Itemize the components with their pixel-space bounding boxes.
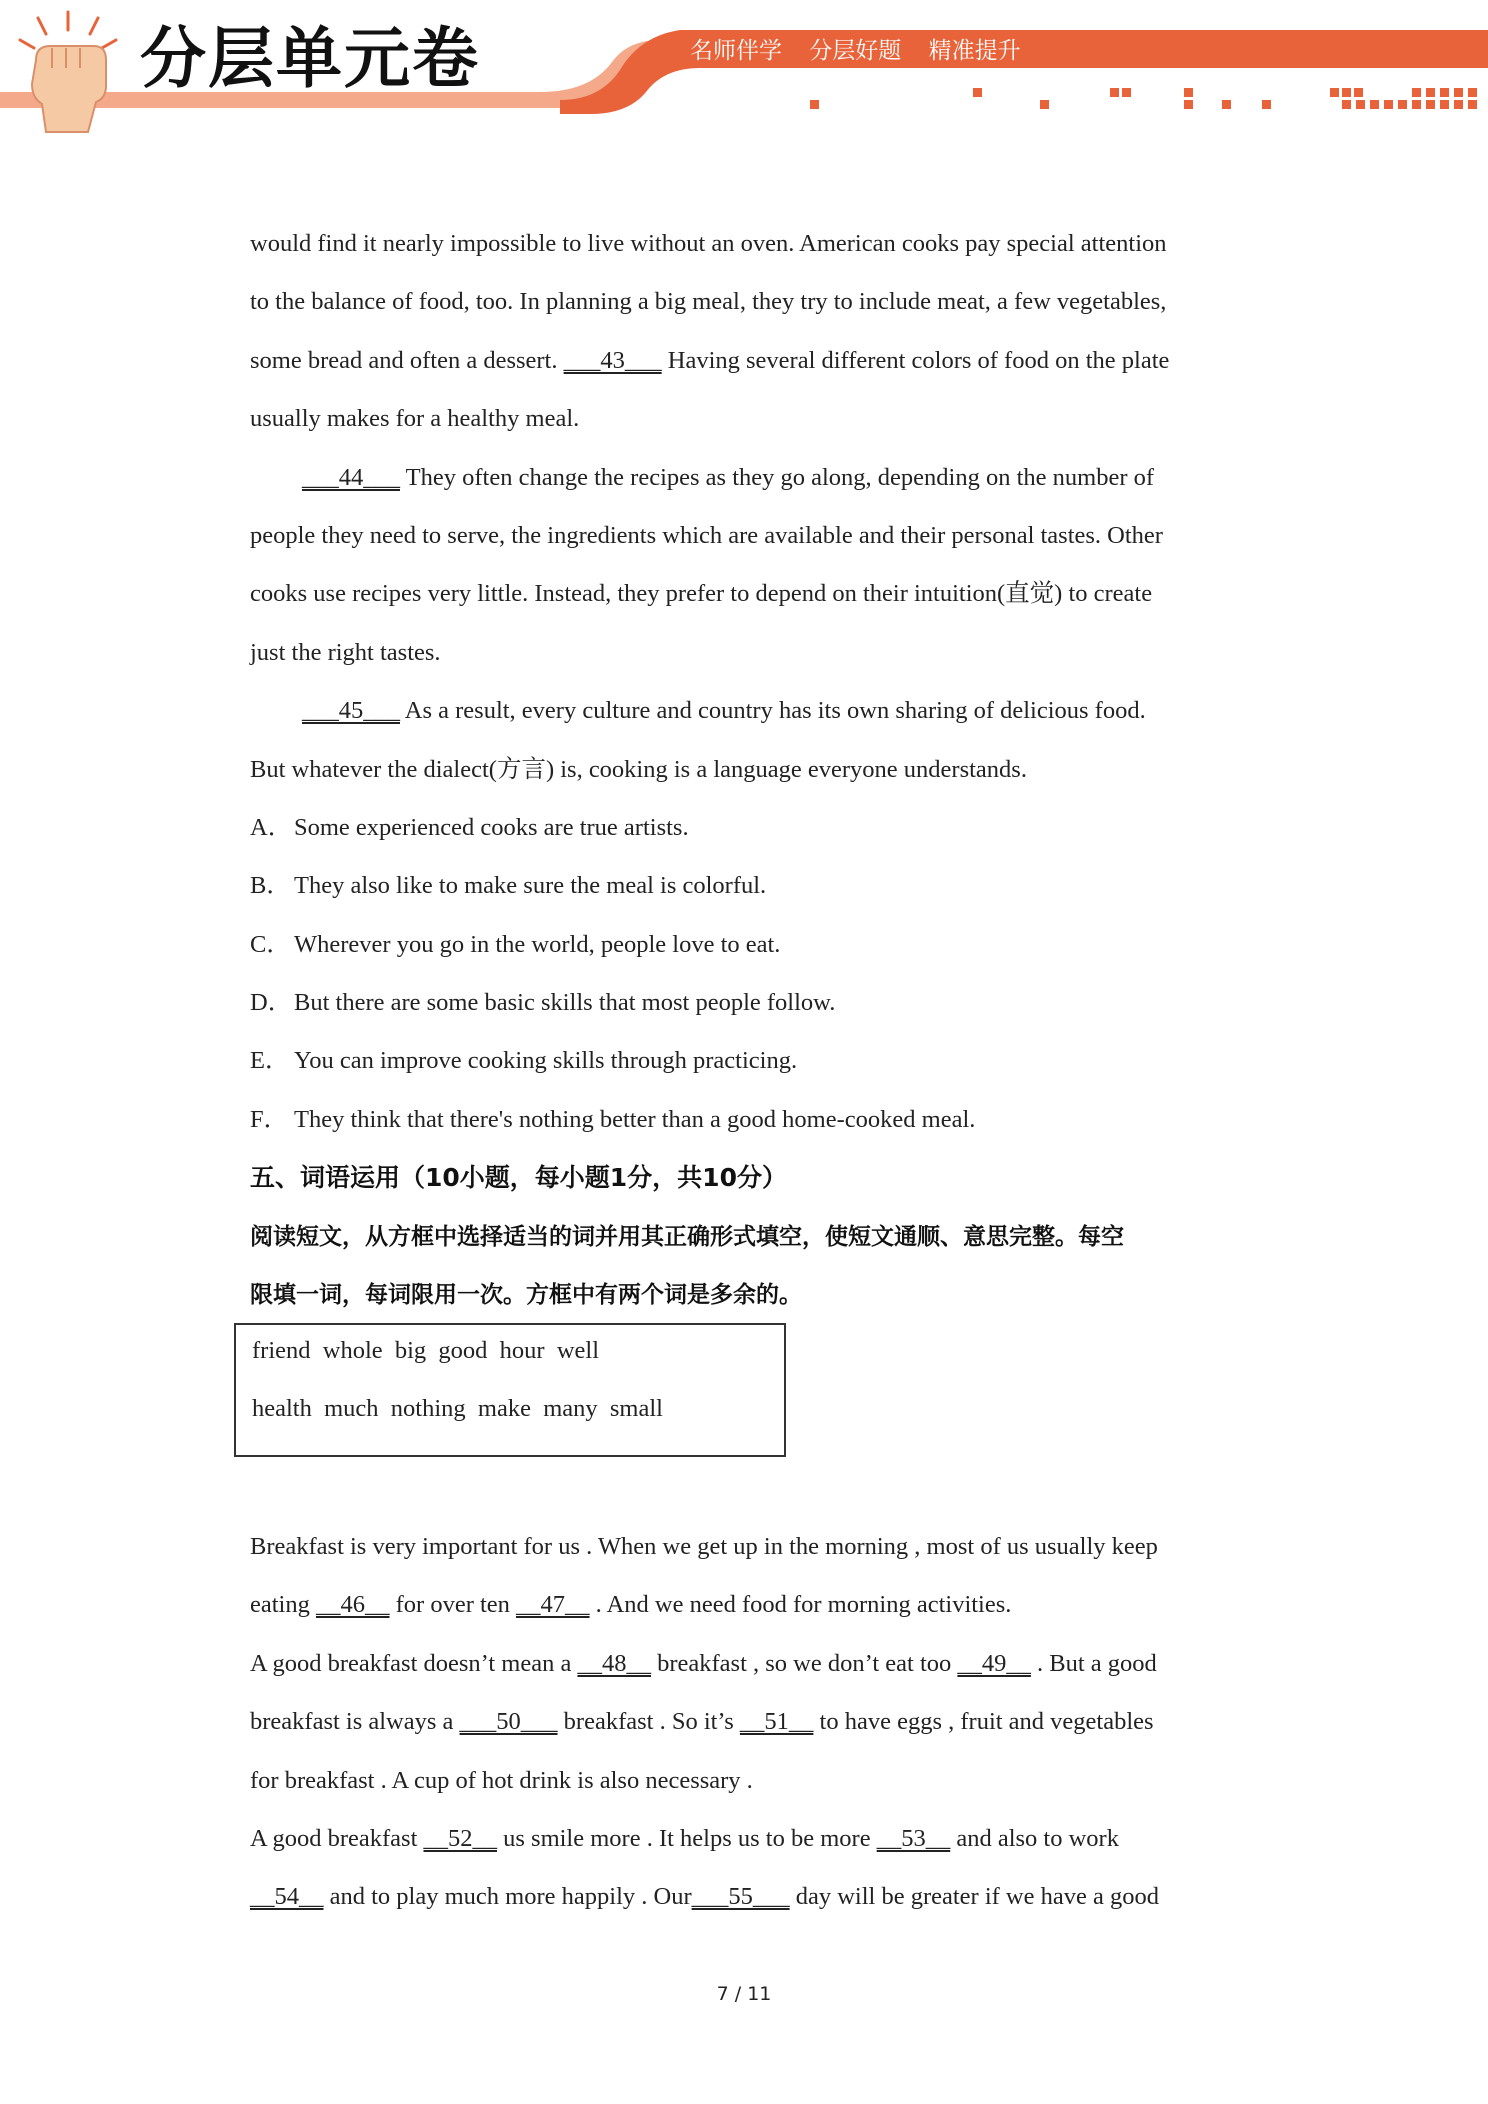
option-text: Some experienced cooks are true artists. [294, 813, 689, 841]
brand-title: 分层单元卷 [140, 20, 480, 97]
option-item [250, 1091, 1250, 1149]
passage-line [250, 1635, 1250, 1693]
passage-line [250, 1693, 1250, 1751]
passage-text: . But a good [1030, 1649, 1157, 1677]
option-text: But there are some basic skills that most people follow. [294, 989, 836, 1017]
passage-text: breakfast is always a [250, 1708, 460, 1736]
passage-text: breakfast , so we don’t eat too [650, 1649, 958, 1677]
option-text: They think that there's nothing better than a good home-cooked meal. [294, 1105, 976, 1133]
passage-line [250, 565, 1250, 623]
answer-blank: __47__ [516, 1591, 590, 1619]
passage-text: day will be greater if we have a good [789, 1883, 1159, 1911]
answer-blank: __49__ [957, 1649, 1031, 1677]
instruction-line: 限填一词，每词限用一次。方框中有两个词是多余的。 [250, 1282, 802, 1309]
answer-blank: __51__ [739, 1708, 814, 1736]
option-letter: D． [250, 989, 293, 1017]
passage-text: to the balance of food, too. In planning a big meal, they try to include meat, a few vegetables, [250, 288, 1167, 316]
answer-blank: __53__ [876, 1824, 951, 1852]
option-letter: A． [250, 813, 293, 841]
option-text: Wherever you go in the world, people love to eat. [294, 930, 781, 958]
passage-text: breakfast . So it’s [557, 1708, 740, 1736]
passage-line [250, 682, 1250, 740]
page-number: 7 / 11 [716, 1983, 772, 2005]
passage-text: usually makes for a healthy meal. [250, 405, 580, 433]
passage-text: Breakfast is very important for us . When we get up in the morning , most of us usually keep [250, 1533, 1158, 1560]
answer-blank: ___44___ [302, 463, 400, 491]
passage-line [250, 1810, 1250, 1868]
option-item [250, 799, 1250, 857]
passage-line [250, 1868, 1250, 1926]
option-text: You can improve cooking skills through practicing. [294, 1047, 798, 1075]
passage-text: to have eggs , fruit and vegetables [813, 1708, 1154, 1736]
pixel-decoration [0, 0, 1488, 130]
option-item [250, 974, 1250, 1032]
answer-blank: __48__ [577, 1649, 651, 1677]
passage-line [250, 332, 1250, 390]
option-letter: C． [250, 930, 291, 958]
option-letter: B． [250, 872, 291, 900]
answer-blank: ___50___ [459, 1708, 558, 1736]
answer-blank: __54__ [250, 1883, 324, 1911]
word-box-row: friend whole big good hour well [252, 1337, 600, 1364]
option-text: They also like to make sure the meal is colorful. [294, 872, 767, 900]
option-list [250, 799, 1250, 1149]
instruction-line: 阅读短文，从方框中选择适当的词并用其正确形式填空，使短文通顺、意思完整。每空 [250, 1223, 1124, 1250]
cloze-passage [250, 1518, 1250, 1927]
passage-text: cooks use recipes very little. Instead, they prefer to depend on their intuition(直觉) to create [250, 580, 1153, 608]
passage-line [250, 741, 1250, 799]
passage-text: A good breakfast doesn’t mean a [250, 1649, 578, 1677]
option-item [250, 916, 1250, 974]
answer-blank: ___43___ [563, 346, 662, 374]
passage-line [250, 449, 1250, 507]
page-header [0, 0, 1488, 130]
passage-text: would find it nearly impossible to live without an oven. American cooks pay special attention [250, 230, 1167, 257]
passage-text: people they need to serve, the ingredients which are available and their personal tastes. Other [250, 521, 1163, 549]
passage-text: But whatever the dialect(方言) is, cooking is a language everyone understands. [250, 755, 1027, 783]
passage-text: A good breakfast [250, 1824, 424, 1852]
passage-text: As a result, every culture and country has its own sharing of delicious food. [400, 697, 1146, 725]
passage-line [250, 1576, 1250, 1634]
passage-text: Having several different colors of food on the plate [661, 346, 1170, 374]
passage-line [250, 390, 1250, 448]
reading-passage [250, 215, 1250, 799]
answer-blank: __52__ [423, 1824, 497, 1852]
passage-line [250, 507, 1250, 565]
passage-line [250, 1518, 1250, 1576]
passage-line [250, 273, 1250, 331]
passage-section [250, 215, 1250, 1324]
word-box-row: health much nothing make many small [252, 1395, 663, 1422]
option-item [250, 857, 1250, 915]
passage-line [250, 215, 1250, 273]
passage-text: They often change the recipes as they go along, depending on the number of [400, 463, 1155, 491]
passage-text: and also to work [950, 1824, 1119, 1852]
option-letter: F． [250, 1105, 289, 1133]
answer-blank: ___55___ [691, 1883, 790, 1911]
option-item [250, 1032, 1250, 1090]
answer-blank: __46__ [316, 1591, 390, 1619]
passage-text: eating [250, 1591, 316, 1619]
header-slogan: 名师伴学 分层好题 精准提升 [690, 38, 1021, 64]
passage-line [250, 1752, 1250, 1810]
option-letter: E． [250, 1047, 290, 1075]
answer-blank: ___45___ [302, 697, 400, 725]
section-title: 五、词语运用（10小题，每小题1分，共10分） [250, 1163, 787, 1193]
passage-line [250, 624, 1250, 682]
passage-text: for breakfast . A cup of hot drink is also necessary . [250, 1766, 753, 1794]
passage-text: for over ten [389, 1591, 517, 1619]
word-box [234, 1323, 786, 1457]
passage-text: . And we need food for morning activities. [589, 1591, 1012, 1619]
passage-text: and to play much more happily . Our [323, 1883, 692, 1911]
passage-text: some bread and often a dessert. [250, 346, 564, 374]
passage-text: just the right tastes. [250, 638, 441, 666]
passage-text: us smile more . It helps us to be more [497, 1824, 877, 1852]
